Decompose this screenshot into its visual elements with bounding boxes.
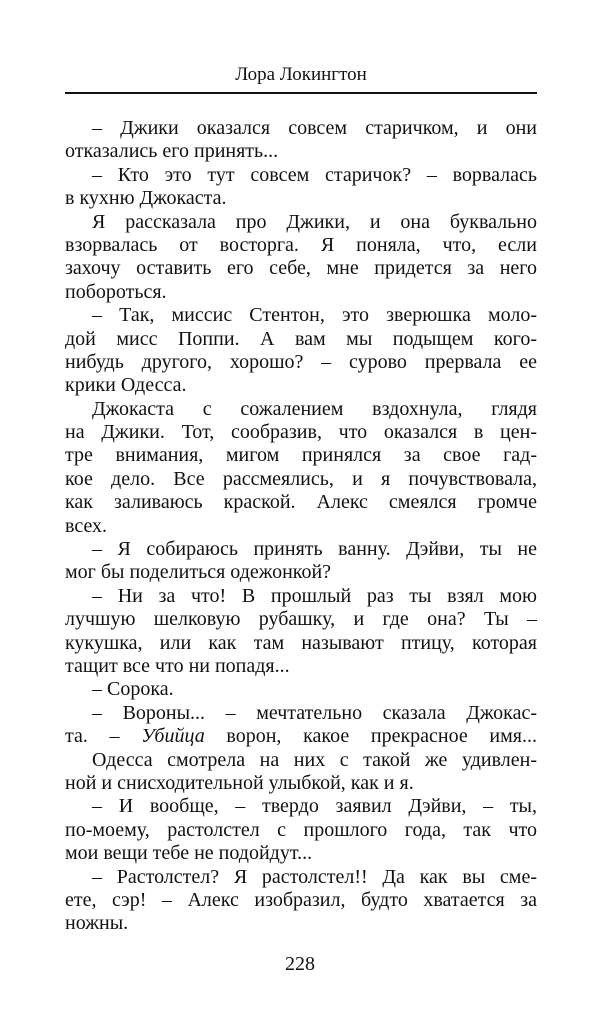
text-line: как заливаюсь краской. Алекс смеялся громче bbox=[65, 491, 537, 514]
text-line: ете, сэр! – Алекс изобразил, будто хватается за bbox=[65, 888, 537, 911]
text-line: мог бы поделиться одежонкой? bbox=[65, 561, 332, 584]
text-line: – Так, миссис Стентон, это зверюшка моло- bbox=[92, 304, 537, 327]
paragraph bbox=[65, 164, 537, 211]
text-line: кукушка, или как там называют птицу, которая bbox=[65, 631, 537, 654]
paragraph bbox=[65, 795, 537, 865]
header-rule bbox=[65, 92, 537, 94]
text-line: Джокаста с сожалением вздохнула, глядя bbox=[92, 397, 537, 420]
text-line: тре внимания, мигом принялся за свое гад- bbox=[65, 444, 537, 467]
text-line: дой мисс Поппи. А вам мы подыщем кого- bbox=[65, 327, 537, 350]
text-line: крики Одесса. bbox=[65, 374, 187, 397]
text-segment: та. – bbox=[65, 725, 142, 748]
paragraph bbox=[65, 398, 537, 538]
running-header: Лора Локингтон bbox=[235, 64, 367, 85]
italic-text: Убийца bbox=[141, 725, 205, 748]
text-line: ной и снисходительной улыбкой, как и я. bbox=[65, 771, 414, 794]
paragraph bbox=[65, 702, 537, 749]
text-line: захочу оставить его себе, мне придется за него bbox=[65, 257, 537, 280]
text-line: тащит все что ни попадя... bbox=[65, 654, 290, 677]
paragraph bbox=[65, 538, 537, 585]
paragraph bbox=[65, 749, 537, 796]
text-line: мои вещи тебе не подойдут... bbox=[65, 842, 313, 865]
text-line: – Я собираюсь принять ванну. Дэйви, ты не bbox=[92, 538, 537, 561]
text-line: Одесса смотрела на них с такой же удивлен- bbox=[92, 748, 537, 771]
text-line: Я рассказала про Джики, и она буквально bbox=[92, 210, 537, 233]
text-line: по-моему, растолстел с прошлого года, так что bbox=[65, 818, 537, 841]
text-line: кое дело. Все рассмеялись, и я почувствовала, bbox=[65, 467, 537, 490]
text-line: – Растолстел? Я растолстел!! Да как вы сме- bbox=[92, 865, 537, 888]
text-line: – Джики оказался совсем старичком, и они bbox=[92, 117, 537, 139]
text-line: всех. bbox=[65, 514, 108, 537]
text-line: лучшую шелковую рубашку, и где она? Ты – bbox=[65, 608, 537, 631]
text-line: – Вороны... – мечтательно сказала Джокас- bbox=[92, 701, 537, 724]
text-segment: ворон, какое прекрасное имя... bbox=[204, 725, 537, 748]
paragraph bbox=[65, 678, 537, 701]
text-line bbox=[65, 725, 537, 748]
page-number: 228 bbox=[285, 953, 315, 975]
paragraph bbox=[65, 866, 537, 936]
text-line: нибудь другого, хорошо? – сурово прервала ее bbox=[65, 350, 537, 373]
text-line: – И вообще, – твердо заявил Дэйви, – ты, bbox=[92, 795, 537, 818]
page-body-text bbox=[65, 117, 537, 936]
paragraph bbox=[65, 304, 537, 398]
paragraph bbox=[65, 211, 537, 305]
text-line: ножны. bbox=[65, 912, 129, 935]
text-line: побороться. bbox=[65, 280, 167, 303]
text-line: – Ни за что! В прошлый раз ты взял мою bbox=[92, 584, 537, 607]
paragraph bbox=[65, 585, 537, 679]
text-line: на Джики. Тот, сообразив, что оказался в цен- bbox=[65, 421, 537, 444]
text-line: – Сорока. bbox=[92, 678, 174, 701]
text-line: отказались его принять... bbox=[65, 140, 279, 163]
paragraph bbox=[65, 117, 537, 164]
text-line: взорвалась от восторга. Я поняла, что, если bbox=[65, 233, 537, 256]
text-line: в кухню Джокаста. bbox=[65, 187, 227, 210]
text-line: – Кто это тут совсем старичок? – ворвалась bbox=[92, 163, 537, 186]
